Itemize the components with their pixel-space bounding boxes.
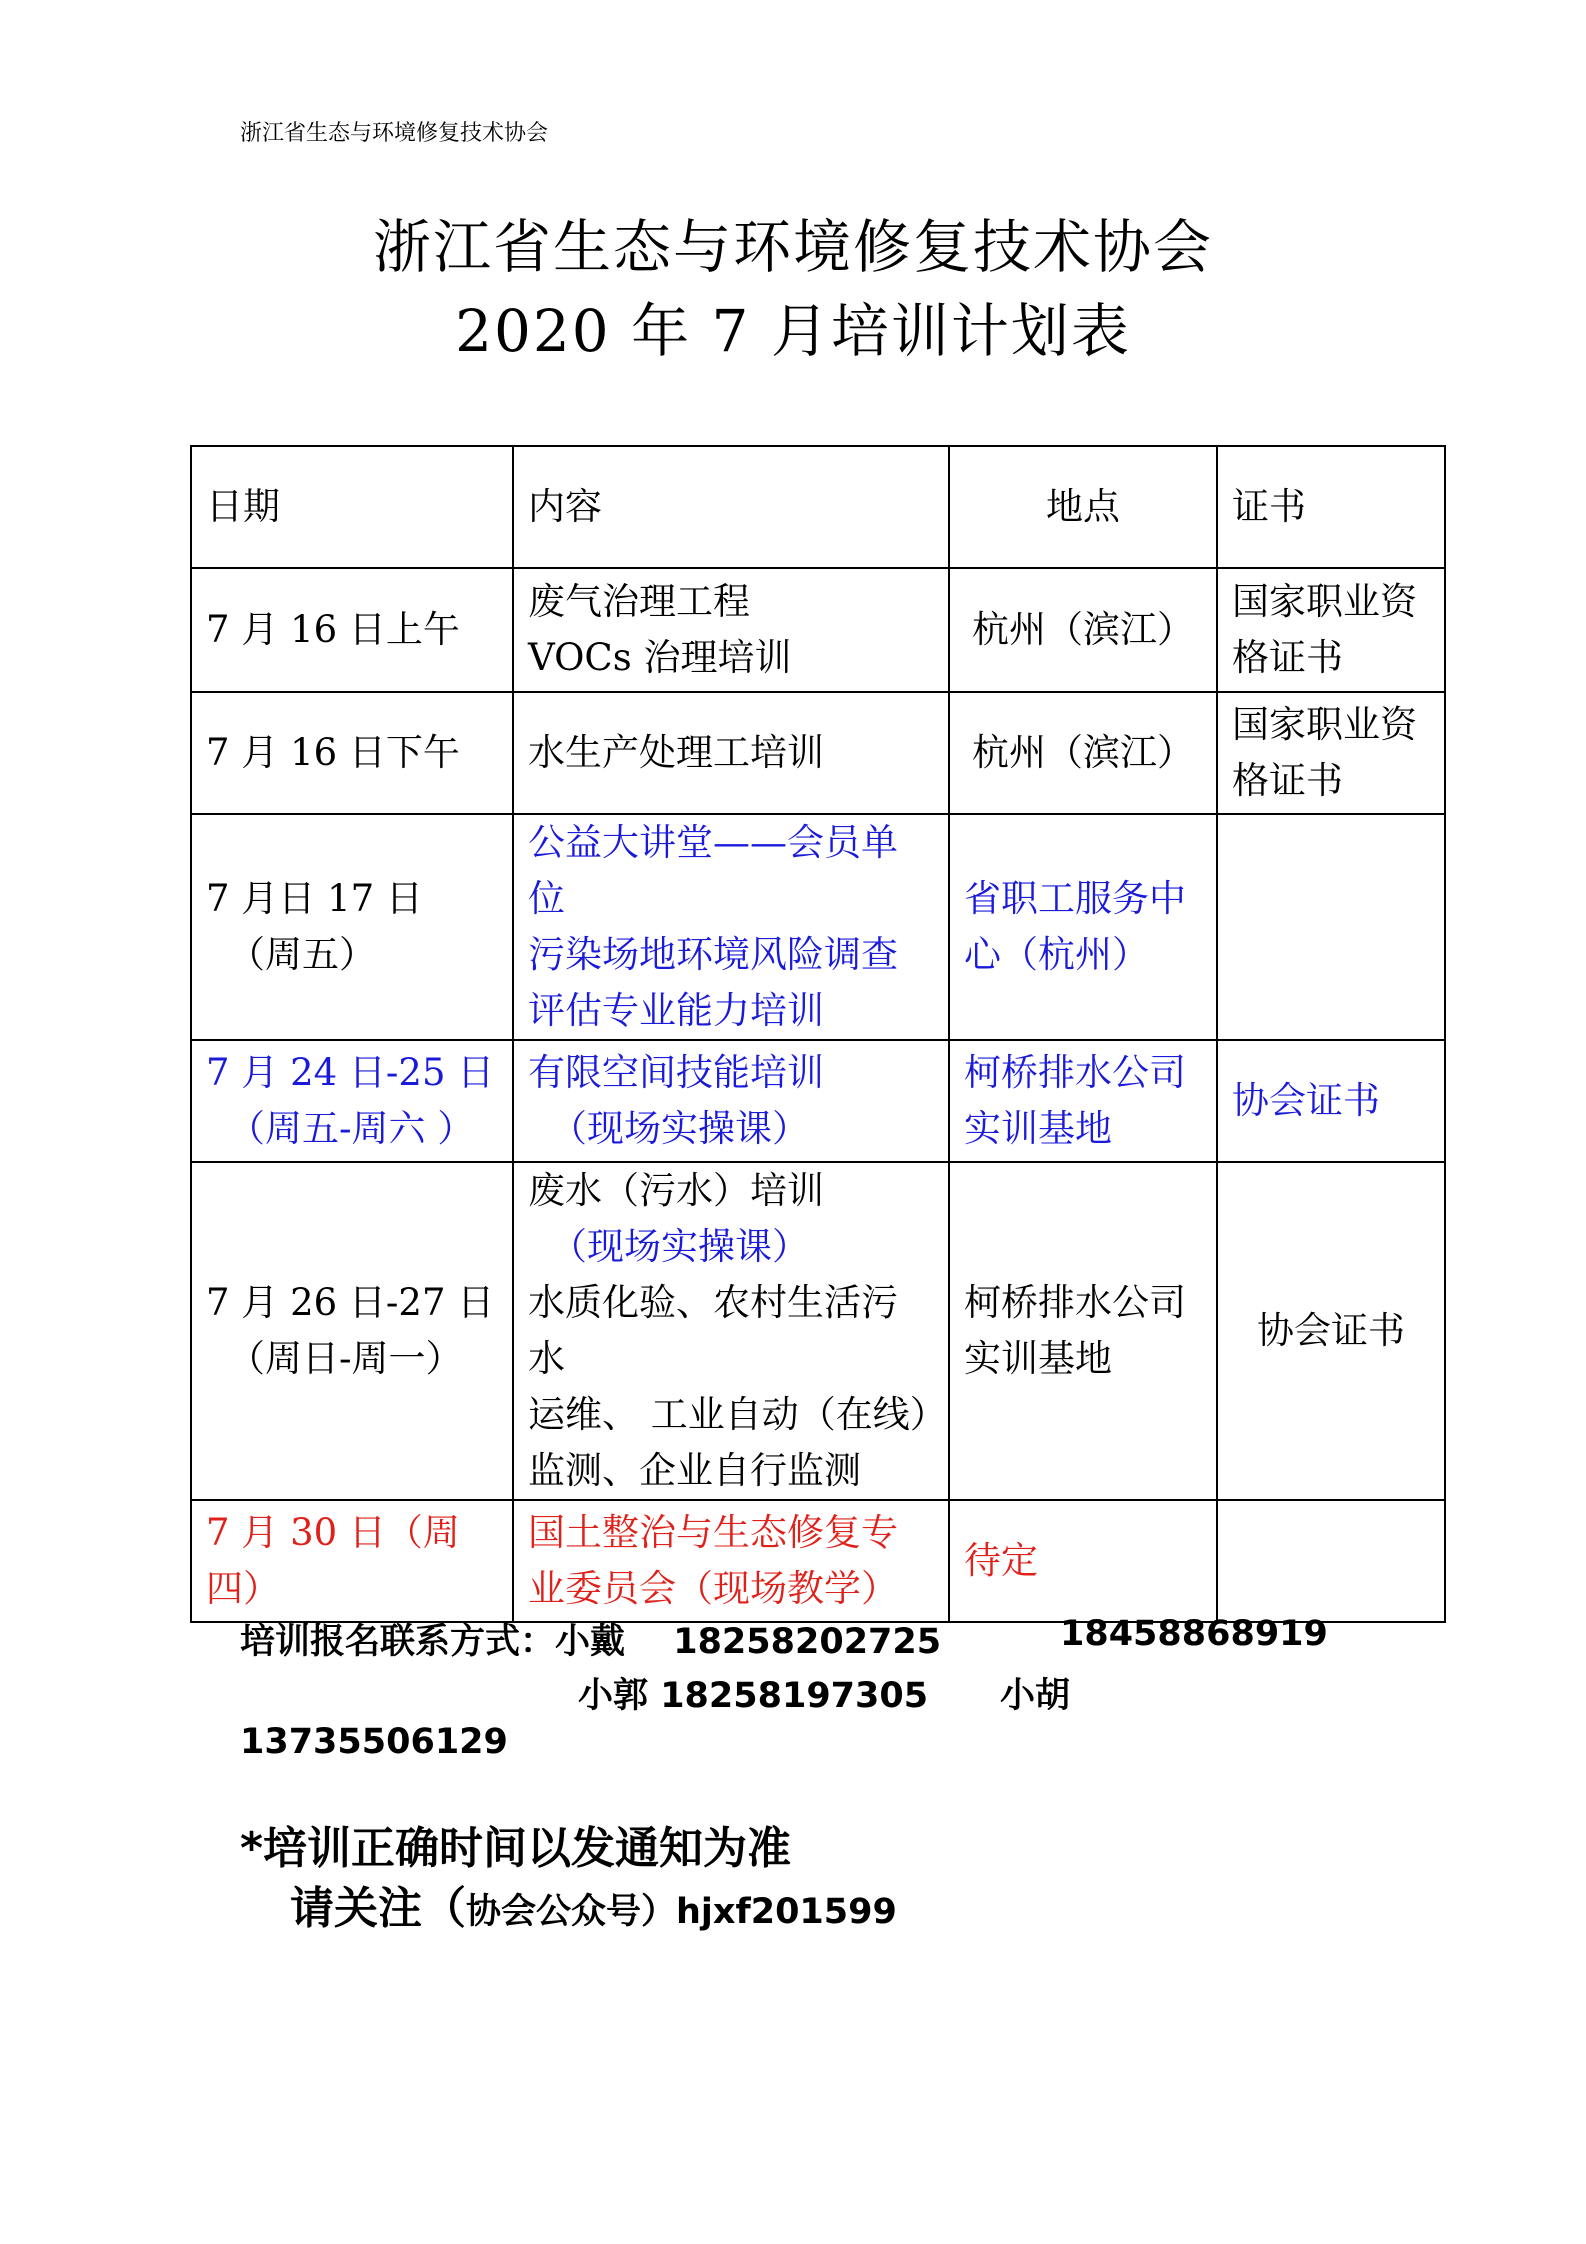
table-row bbox=[191, 1500, 1445, 1622]
notice-line-1: *培训正确时间以发通知为准 bbox=[240, 1823, 792, 1874]
row-date: 7 月日 17 日 （周五） bbox=[191, 814, 513, 1040]
table-row bbox=[191, 814, 1445, 1040]
row-location: 待定 bbox=[949, 1500, 1217, 1622]
row-location: 省职工服务中 心（杭州） bbox=[949, 814, 1217, 1040]
header-org-name: 浙江省生态与环境修复技术协会 bbox=[240, 121, 549, 146]
contact-name-1: 小戴 bbox=[555, 1622, 626, 1662]
row-cert: 协会证书 bbox=[1217, 1040, 1445, 1162]
row-location: 柯桥排水公司 实训基地 bbox=[949, 1040, 1217, 1162]
contact-phone-2: 18458868919 bbox=[1060, 1614, 1328, 1654]
row-content: 国土整治与生态修复专 业委员会（现场教学） bbox=[513, 1500, 949, 1622]
notice-account: 协会公众号）hjxf201599 bbox=[466, 1892, 897, 1932]
row-date: 7 月 16 日下午 bbox=[191, 692, 513, 814]
row-date: 7 月 26 日-27 日 （周日-周一） bbox=[191, 1162, 513, 1500]
table-row bbox=[191, 1040, 1445, 1162]
table-row bbox=[191, 692, 1445, 814]
table-row bbox=[191, 1162, 1445, 1500]
row-date: 7 月 30 日（周四） bbox=[191, 1500, 513, 1622]
row-content: 废水（污水）培训 （现场实操课） 水质化验、农村生活污水 运维、 工业自动（在线） 监测、企业自行监测 bbox=[513, 1162, 949, 1500]
header-location: 地点 bbox=[949, 446, 1217, 568]
contact-name-2: 小郭 bbox=[578, 1676, 649, 1716]
row-location: 柯桥排水公司 实训基地 bbox=[949, 1162, 1217, 1500]
contact-label: 培训报名联系方式： bbox=[240, 1622, 556, 1662]
row-cert: 协会证书 bbox=[1217, 1162, 1445, 1500]
contact-name-3: 小胡 bbox=[1000, 1676, 1071, 1716]
training-plan-table bbox=[190, 445, 1446, 1623]
row-cert: 国家职业资 格证书 bbox=[1217, 568, 1445, 692]
contact-phone-4: 13735506129 bbox=[240, 1722, 508, 1762]
notice-line-2 bbox=[290, 1872, 897, 1936]
table-header-row bbox=[191, 446, 1445, 568]
contact-line-1 bbox=[240, 1614, 941, 1664]
contact-phone-1: 18258202725 bbox=[673, 1622, 942, 1662]
row-date: 7 月 16 日上午 bbox=[191, 568, 513, 692]
header-cert: 证书 bbox=[1217, 446, 1445, 568]
row-content: 有限空间技能培训 （现场实操课） bbox=[513, 1040, 949, 1162]
row-cert bbox=[1217, 814, 1445, 1040]
row-cert: 国家职业资 格证书 bbox=[1217, 692, 1445, 814]
row-location: 杭州（滨江） bbox=[949, 568, 1217, 692]
notice-prefix: 请关注（ bbox=[290, 1883, 466, 1934]
row-content: 水生产处理工培训 bbox=[513, 692, 949, 814]
contact-phone-3: 18258197305 bbox=[660, 1676, 929, 1716]
row-content: 公益大讲堂——会员单位 污染场地环境风险调查 评估专业能力培训 bbox=[513, 814, 949, 1040]
doc-title-line2: 2020 年 7 月培训计划表 bbox=[455, 297, 1131, 365]
row-content: 废气治理工程 VOCs 治理培训 bbox=[513, 568, 949, 692]
row-cert bbox=[1217, 1500, 1445, 1622]
table-row bbox=[191, 568, 1445, 692]
row-location: 杭州（滨江） bbox=[949, 692, 1217, 814]
doc-title-line1: 浙江省生态与环境修复技术协会 bbox=[372, 213, 1213, 281]
header-content: 内容 bbox=[513, 446, 949, 568]
header-date: 日期 bbox=[191, 446, 513, 568]
contact-line-2 bbox=[578, 1668, 928, 1718]
row-date: 7 月 24 日-25 日 （周五-周六 ） bbox=[191, 1040, 513, 1162]
